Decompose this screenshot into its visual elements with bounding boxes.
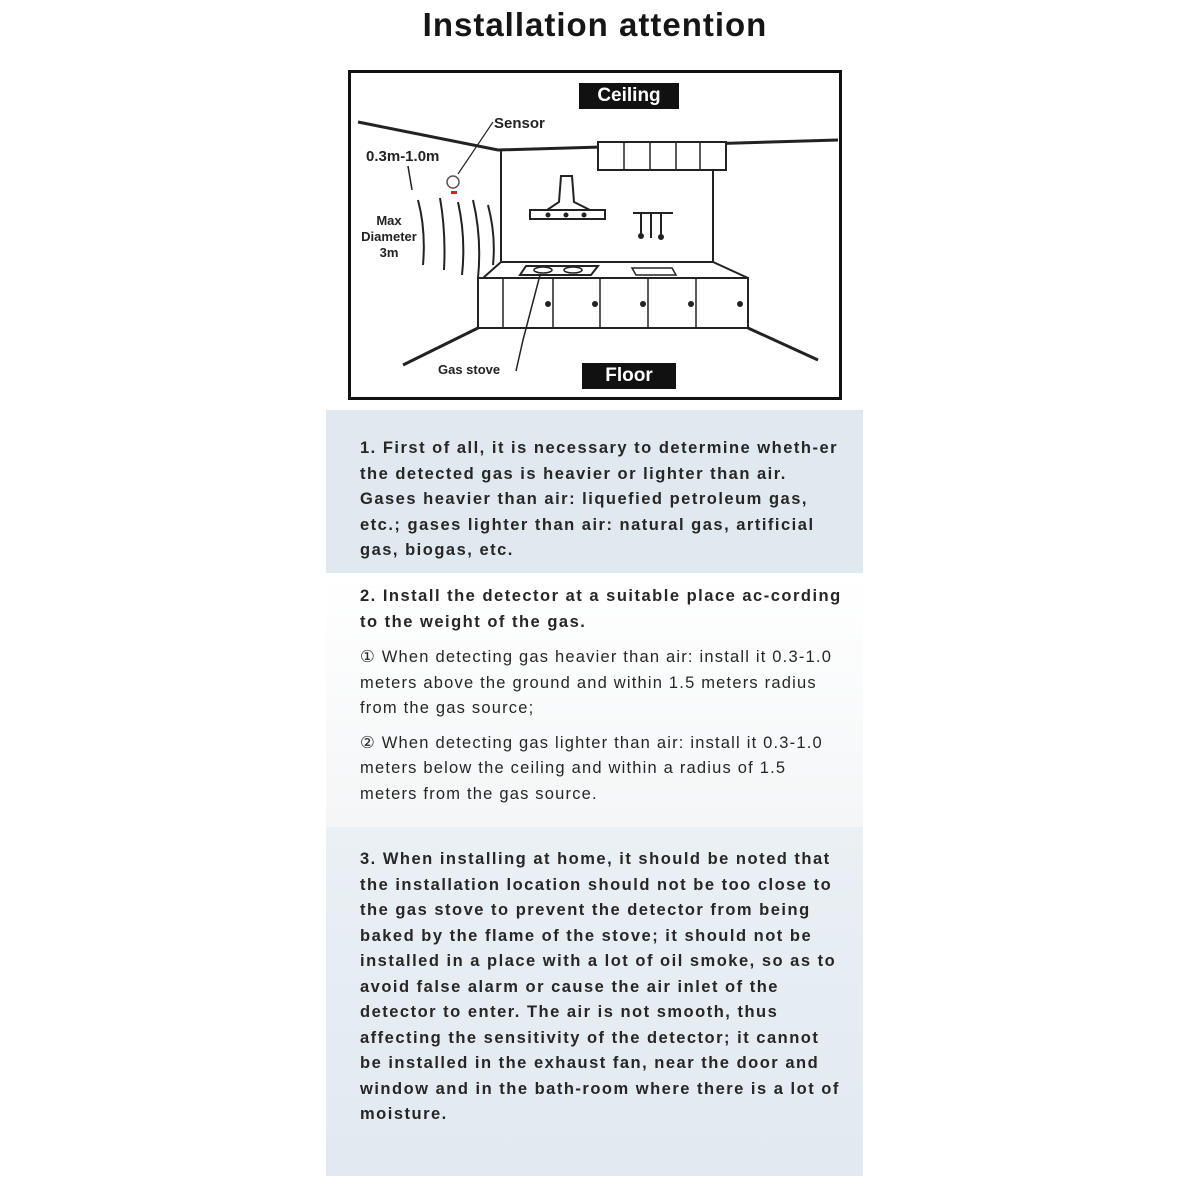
kitchen-installation-diagram — [348, 70, 842, 400]
ceiling-label: Ceiling — [579, 83, 679, 109]
section-3-text: 3. When installing at home, it should be noted that the installation location should not be too close to the gas stove to prevent the detector from being baked by the flame of the stove; it should not be installed in a place with a lot of oil smoke, so as to avoid false alarm or cause the air inlet of the detector to enter. The air is not smooth, thus affecting the sensitivity of the detector; it cannot be installed in the exhaust fan, near the door and window and in the bath-room where there is a lot of moisture. — [360, 850, 840, 1123]
gas-stove-label: Gas stove — [438, 362, 501, 377]
diameter-label-line2: Diameter — [361, 229, 417, 244]
sink — [632, 268, 676, 275]
section-1-text: 1. First of all, it is necessary to determine wheth-er the detected gas is heavier or lighter than air. Gases heavier than air: liquefied petroleum gas, etc.; gases lighter than air: natural gas, artificial gas, biogas, etc. — [360, 439, 839, 559]
section-2-heavier-gas: ① When detecting gas heavier than air: install it 0.3-1.0 meters above the ground and within 1.5 meters radius from the gas source; — [360, 648, 833, 717]
section-2-text: 2. Install the detector at a suitable place ac-cording to the weight of the gas. — [360, 587, 842, 631]
diameter-label-line3: 3m — [379, 245, 399, 260]
lower-cabinets — [478, 278, 748, 328]
section-3-panel — [326, 827, 863, 1176]
diameter-label-line1: Max — [376, 213, 402, 228]
stove-top — [520, 266, 598, 275]
sensor-device — [447, 176, 459, 188]
upper-cabinets — [598, 142, 726, 170]
sensor-led — [451, 191, 457, 194]
section-2-panel — [326, 573, 863, 827]
range-label: 0.3m-1.0m — [366, 148, 440, 165]
floor-label: Floor — [582, 363, 676, 389]
diameter-label — [354, 213, 424, 261]
page-title: Installation attention — [422, 6, 768, 43]
sensor-label: Sensor — [494, 115, 545, 132]
section-2-lighter-gas: ② When detecting gas lighter than air: install it 0.3-1.0 meters below the ceiling and within a radius of 1.5 meters from the gas source. — [360, 733, 823, 803]
section-1-panel — [326, 410, 863, 573]
